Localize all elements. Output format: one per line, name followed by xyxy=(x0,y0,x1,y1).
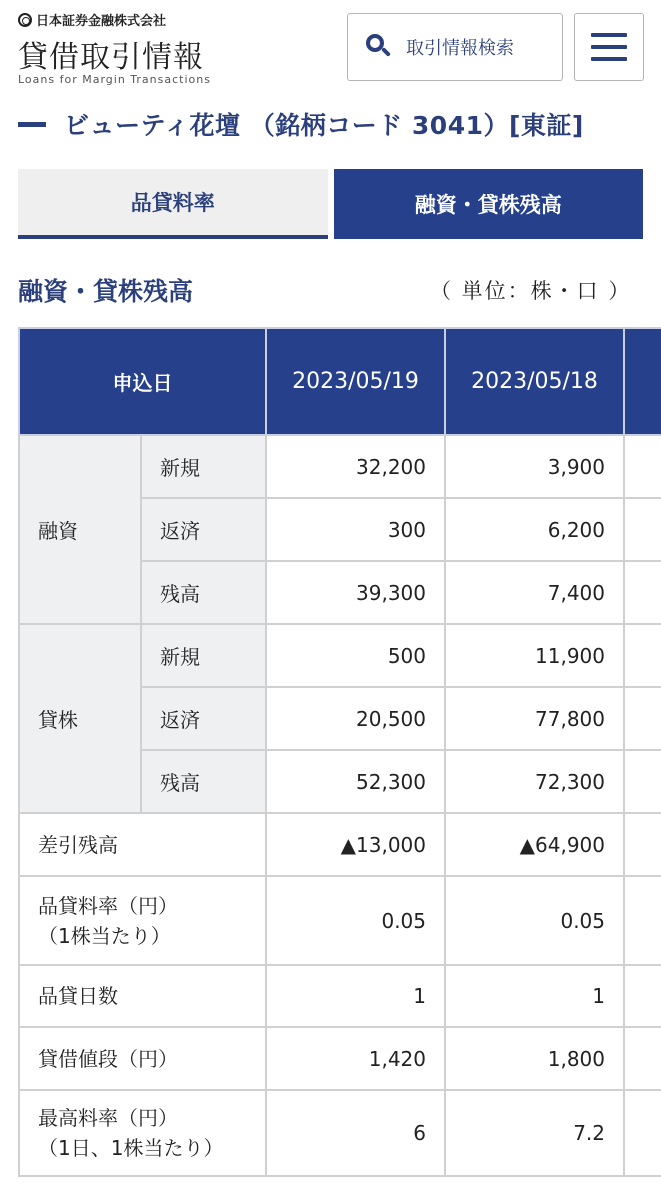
table-cell: 0.05 xyxy=(445,876,624,965)
row-label: 残高 xyxy=(141,561,266,624)
search-icon xyxy=(366,34,392,60)
row-label: 新規 xyxy=(141,435,266,498)
site-title[interactable]: 貸借取引情報 xyxy=(18,40,204,75)
row-label-line: （1日、1株当たり） xyxy=(38,1136,224,1160)
hamburger-icon-line xyxy=(591,45,627,49)
site-subtitle: Loans for Margin Transactions xyxy=(18,73,211,86)
menu-button[interactable] xyxy=(574,13,644,81)
table-cell: 6,200 xyxy=(445,498,624,561)
header-date-cut xyxy=(624,328,661,435)
site-header xyxy=(0,0,661,96)
table-cell: 52,300 xyxy=(266,750,445,813)
tab-loan-balance[interactable]: 融資・貸株残高 xyxy=(334,169,644,239)
company-name: 日本証券金融株式会社 xyxy=(36,14,167,29)
table-cell: 6 xyxy=(266,1090,445,1176)
row-label-line: 品貸料率（円） xyxy=(38,893,178,918)
table-cell: ▲64,900 xyxy=(445,813,624,876)
row-label-max-fee-rate xyxy=(19,1090,266,1176)
stock-heading xyxy=(18,106,584,142)
table-cell-cut xyxy=(624,1090,661,1176)
section-title: 融資・貸株残高 xyxy=(18,277,194,306)
table-cell: 1,420 xyxy=(266,1027,445,1090)
row-label: 残高 xyxy=(141,750,266,813)
table-cell-cut xyxy=(624,624,661,687)
unit-label: （ 単位：株・口 ） xyxy=(430,279,632,303)
table-cell-cut xyxy=(624,687,661,750)
tab-lending-fee-rate[interactable]: 品貸料率 xyxy=(18,169,328,239)
row-group-stock-loan: 貸株 xyxy=(19,624,141,813)
table-cell: 0.05 xyxy=(266,876,445,965)
balance-table xyxy=(18,327,661,1177)
table-cell: 500 xyxy=(266,624,445,687)
row-label-lending-fee xyxy=(19,876,266,965)
balance-table-container[interactable] xyxy=(18,327,661,1200)
row-label: 返済 xyxy=(141,687,266,750)
row-label-loan-price: 貸借値段（円） xyxy=(19,1027,266,1090)
table-cell: 1 xyxy=(445,965,624,1027)
table-cell-cut xyxy=(624,561,661,624)
heading-bar-icon xyxy=(18,122,46,127)
table-cell: 300 xyxy=(266,498,445,561)
table-cell-cut xyxy=(624,813,661,876)
table-cell: 20,500 xyxy=(266,687,445,750)
row-label-lending-days: 品貸日数 xyxy=(19,965,266,1027)
stock-title: ビューティ花壇 （銘柄コード 3041）[東証] xyxy=(64,111,584,140)
table-cell: 72,300 xyxy=(445,750,624,813)
table-cell: 1,800 xyxy=(445,1027,624,1090)
company-logo-icon xyxy=(18,13,32,27)
hamburger-icon-line xyxy=(591,33,627,37)
hamburger-icon-line xyxy=(591,57,627,61)
row-label: 返済 xyxy=(141,498,266,561)
row-label: 新規 xyxy=(141,624,266,687)
table-cell: ▲13,000 xyxy=(266,813,445,876)
table-cell-cut xyxy=(624,1027,661,1090)
table-cell: 3,900 xyxy=(445,435,624,498)
company-logo[interactable] xyxy=(18,10,166,29)
header-application-date: 申込日 xyxy=(19,328,266,435)
row-label-line: 最高料率（円） xyxy=(38,1106,178,1130)
search-label: 取引情報検索 xyxy=(406,38,514,59)
header-date: 2023/05/19 xyxy=(266,328,445,435)
row-label-net-balance: 差引残高 xyxy=(19,813,266,876)
row-label-line: （1株当たり） xyxy=(38,923,171,948)
table-cell-cut xyxy=(624,498,661,561)
table-cell: 7,400 xyxy=(445,561,624,624)
table-cell: 7.2 xyxy=(445,1090,624,1176)
table-cell: 77,800 xyxy=(445,687,624,750)
table-cell: 32,200 xyxy=(266,435,445,498)
table-cell: 11,900 xyxy=(445,624,624,687)
table-cell-cut xyxy=(624,876,661,965)
table-cell-cut xyxy=(624,750,661,813)
table-cell: 1 xyxy=(266,965,445,1027)
table-cell-cut xyxy=(624,965,661,1027)
search-button[interactable] xyxy=(347,13,563,81)
table-cell: 39,300 xyxy=(266,561,445,624)
tab-bar xyxy=(18,169,643,239)
row-group-loan: 融資 xyxy=(19,435,141,624)
header-date: 2023/05/18 xyxy=(445,328,624,435)
table-cell-cut xyxy=(624,435,661,498)
